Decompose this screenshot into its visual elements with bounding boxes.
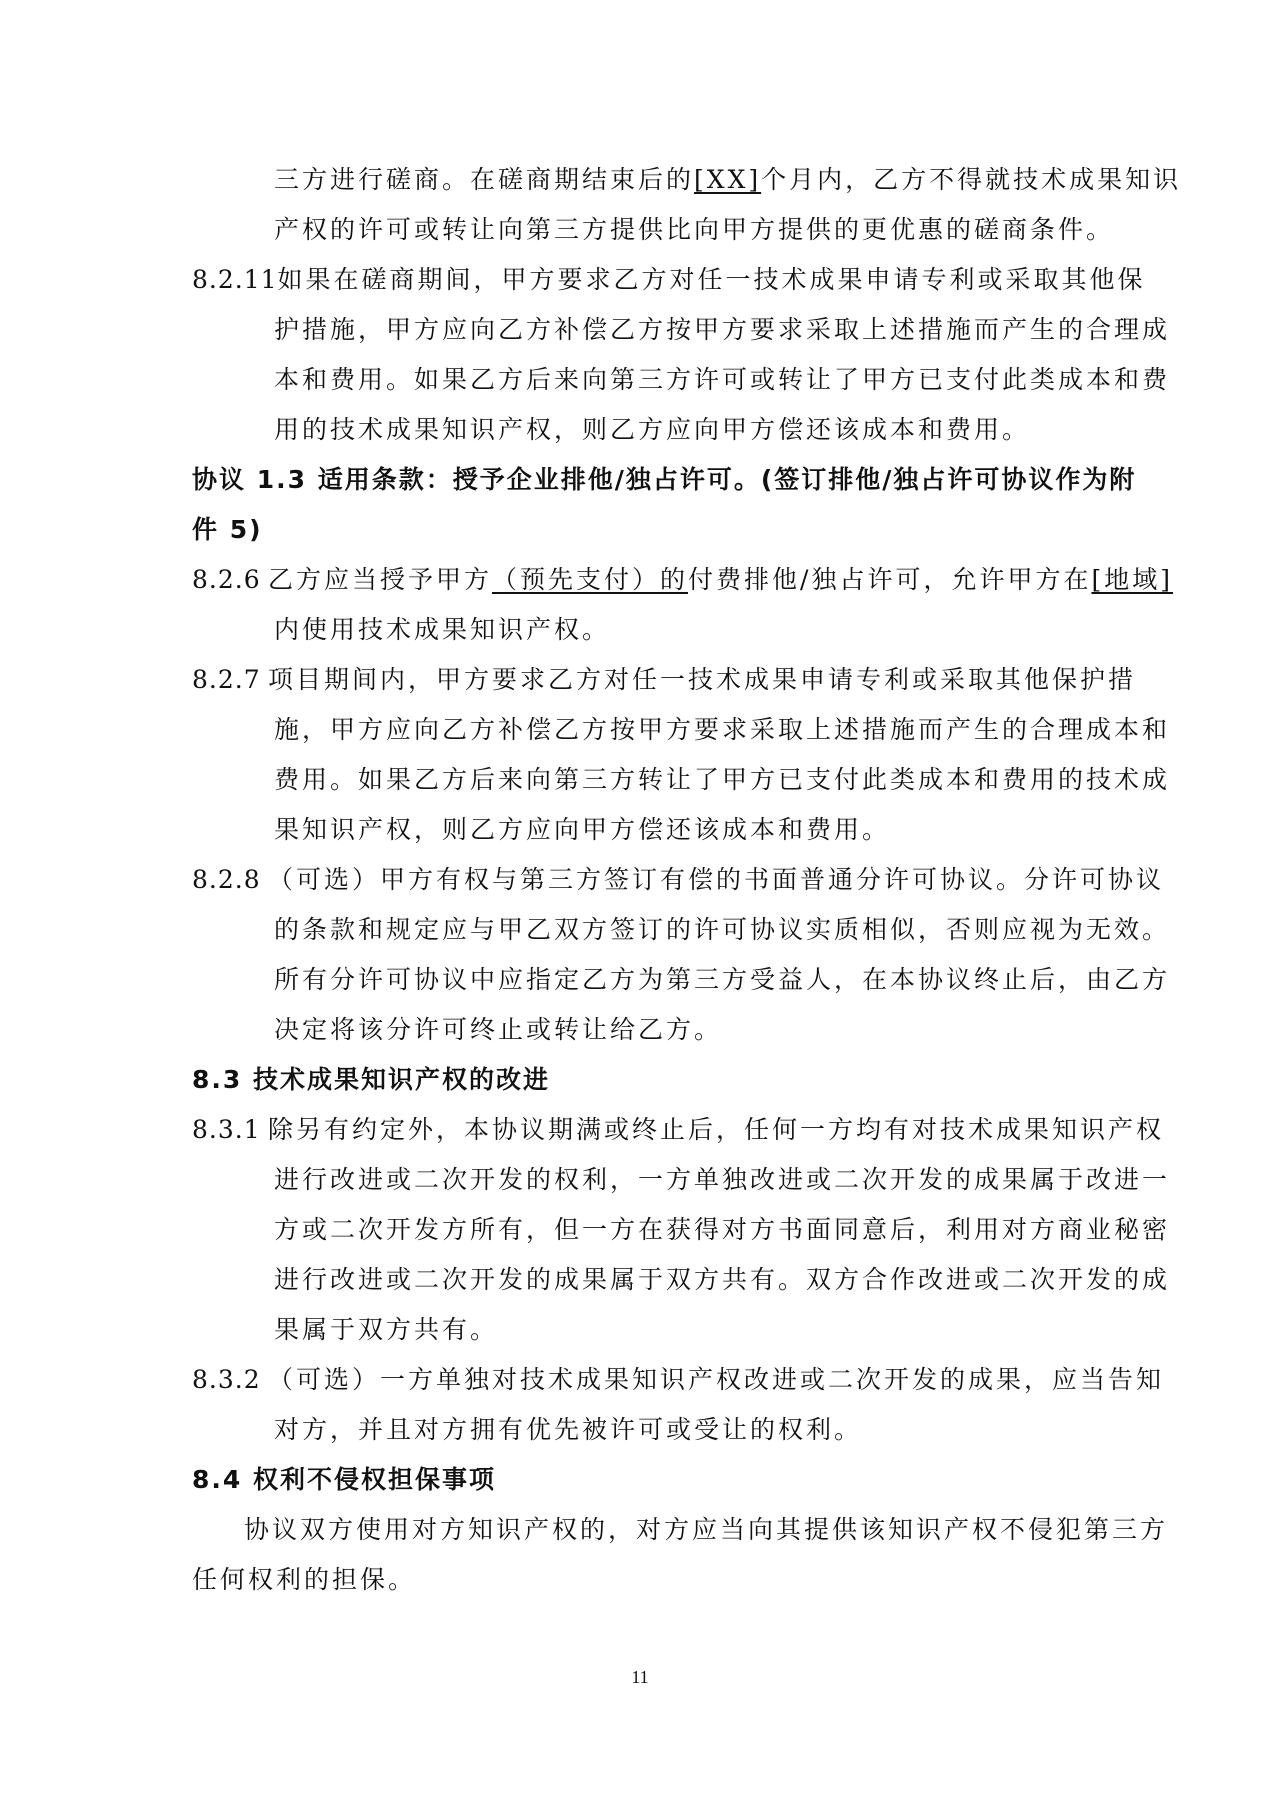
text-segment: 付费排他/独占许可，允许甲方在: [688, 565, 1092, 594]
clause-number: 8.2.7: [192, 665, 261, 694]
text-line: 方或二次开发方所有，但一方在获得对方书面同意后，利用对方商业秘密: [274, 1215, 1171, 1244]
text-line: 决定将该分许可终止或转让给乙方。: [274, 1015, 723, 1044]
text-segment: 除另有约定外，本协议期满或终止后，任何一方均有对技术成果知识产权: [268, 1115, 1165, 1144]
clause-8-3-2: [192, 1355, 1165, 1405]
text-line: 果属于双方共有。: [274, 1315, 499, 1344]
text-line: 进行改进或二次开发的成果属于双方共有。双方合作改进或二次开发的成: [274, 1265, 1171, 1294]
section-heading-8-3: 8.3 技术成果知识产权的改进: [192, 1065, 550, 1094]
clause-8-2-6: [192, 555, 1173, 605]
placeholder-months: [XX]: [694, 165, 762, 194]
clause-8-2-11: [192, 255, 1146, 305]
page-number: 11: [631, 1667, 649, 1687]
agreement-heading: 协议 1.3 适用条款：授予企业排他/独占许可。(签订排他/独占许可协议作为附: [192, 465, 1137, 494]
text-line: 内使用技术成果知识产权。: [274, 615, 611, 644]
clause-8-2-8: [192, 855, 1165, 905]
text-line: 所有分许可协议中应指定乙方为第三方受益人，在本协议终止后，由乙方: [274, 965, 1171, 994]
text-line: 用的技术成果知识产权，则乙方应向甲方偿还该成本和费用。: [274, 415, 1031, 444]
text-segment: 个月内，乙方不得就技术成果知识: [761, 165, 1182, 194]
text-segment: （可选）一方单独对技术成果知识产权改进或二次开发的成果，应当告知: [268, 1365, 1165, 1394]
clause-number: 8.2.8: [192, 865, 261, 894]
clause-number: 8.2.11: [192, 265, 278, 294]
text-line: 产权的许可或转让向第三方提供比向甲方提供的更优惠的磋商条件。: [274, 215, 1115, 244]
agreement-heading-cont: 件 5): [192, 515, 263, 544]
clause-8-2-7: [192, 655, 1137, 705]
text-segment: 乙方应当授予甲方: [268, 565, 493, 594]
text-segment: （可选）甲方有权与第三方签订有偿的书面普通分许可协议。分许可协议: [268, 865, 1165, 894]
text-line: 的条款和规定应与甲乙双方签订的许可协议实质相似，否则应视为无效。: [274, 915, 1171, 944]
clause-number: 8.3.2: [192, 1365, 261, 1394]
text-line: [192, 155, 1182, 205]
text-segment: 三方进行磋商。在磋商期结束后的: [274, 165, 695, 194]
text-segment: 如果在磋商期间，甲方要求乙方对任一技术成果申请专利或采取其他保: [277, 265, 1146, 294]
document-body: [192, 155, 1182, 1605]
text-segment: 项目期间内，甲方要求乙方对任一技术成果申请专利或采取其他保护措: [268, 665, 1137, 694]
text-line: 费用。如果乙方后来向第三方转让了甲方已支付此类成本和费用的技术成: [274, 765, 1171, 794]
clause-number: 8.3.1: [192, 1115, 261, 1144]
text-line: 施，甲方应向乙方补偿乙方按甲方要求采取上述措施而产生的合理成本和: [274, 715, 1171, 744]
clause-number: 8.2.6: [192, 565, 261, 594]
paragraph-line: 协议双方使用对方知识产权的，对方应当向其提供该知识产权不侵犯第三方: [244, 1515, 1169, 1544]
text-line: 对方，并且对方拥有优先被许可或受让的权利。: [274, 1415, 863, 1444]
text-line: 护措施，甲方应向乙方补偿乙方按甲方要求采取上述措施而产生的合理成: [274, 315, 1171, 344]
placeholder-region: [地域]: [1091, 565, 1173, 594]
paragraph-line: 任何权利的担保。: [192, 1565, 417, 1594]
underlined-text: （预先支付）的: [492, 565, 689, 594]
section-heading-8-4: 8.4 权利不侵权担保事项: [192, 1465, 496, 1494]
text-line: 本和费用。如果乙方后来向第三方许可或转让了甲方已支付此类成本和费: [274, 365, 1171, 394]
text-line: 果知识产权，则乙方应向甲方偿还该成本和费用。: [274, 815, 891, 844]
text-line: 进行改进或二次开发的权利，一方单独改进或二次开发的成果属于改进一: [274, 1165, 1171, 1194]
clause-8-3-1: [192, 1105, 1165, 1155]
